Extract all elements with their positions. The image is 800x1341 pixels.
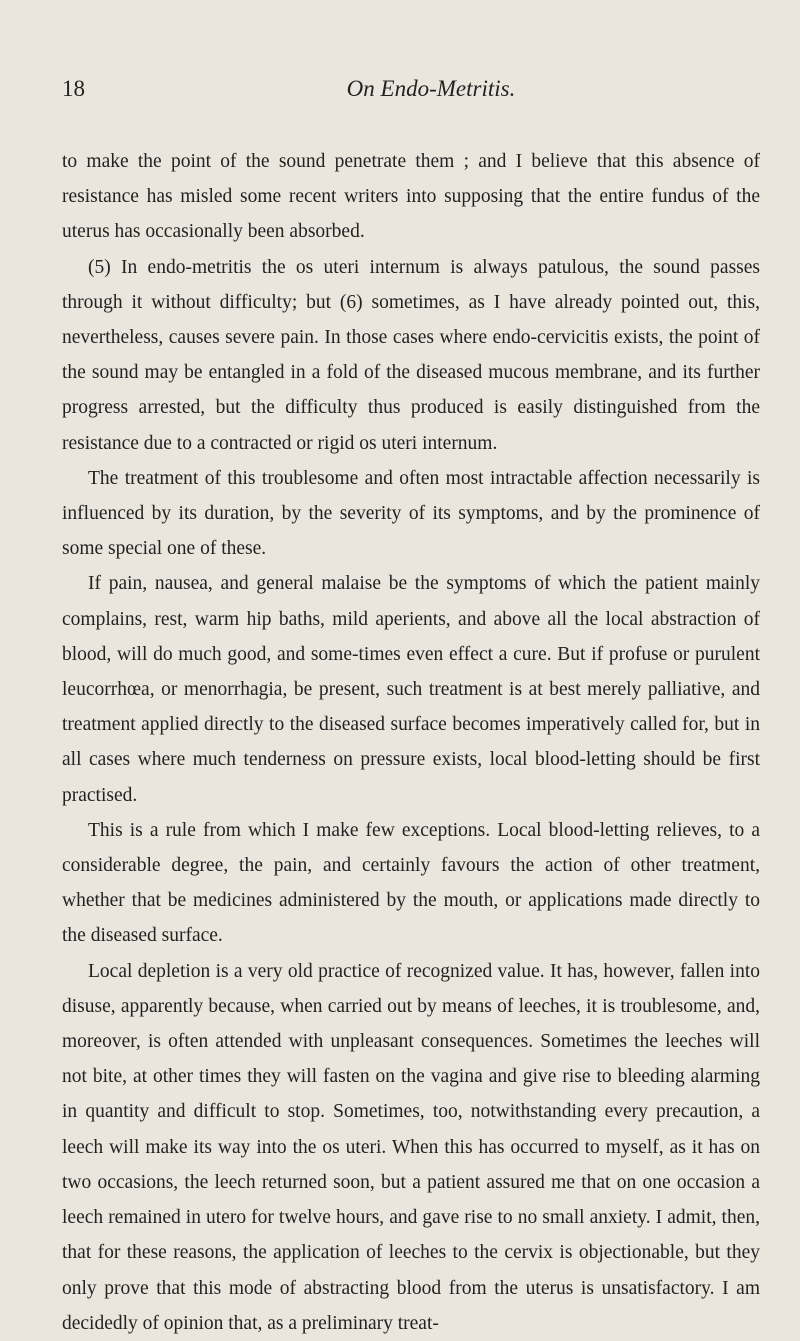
running-head [62, 76, 760, 112]
paragraph: This is a rule from which I make few exceptions. Local blood-letting relieves, to a considerable degree, the pain, and certainly favours the action of other treatment, whether that be medicines administered by the mouth, or applications made directly to the diseased surface. [62, 819, 760, 947]
paragraph: If pain, nausea, and general malaise be the symptoms of which the patient mainly complains, rest, warm hip baths, mild aperients, and above all the local abstraction of blood, will do much good, and some-times even effect a cure. But if profuse or purulent leucorrhœa, or menorrhagia, be present, such treatment is at best merely palliative, and treatment applied directly to the diseased surface becomes imperatively called for, but in all cases where much tenderness on pressure exists, local blood-letting should be first practised. [62, 573, 760, 806]
paragraph: The treatment of this troublesome and often most intractable affection necessarily is influenced by its duration, by the severity of its symptoms, and by the prominence of some special one of these. [62, 467, 760, 560]
page-number: 18 [62, 76, 85, 101]
paragraph-continued: to make the point of the sound penetrate them ; and I believe that this absence of resistance has misled some recent writers into supposing that the entire fundus of the uterus has occasionally been absorbed. [62, 151, 760, 243]
paragraph: Local depletion is a very old practice of recognized value. It has, however, fallen into disuse, apparently because, when carried out by means of leeches, it is troublesome, and, moreover, is often attended with unpleasant consequences. Sometimes the leeches will not bite, at other times they will fasten on the vagina and give rise to bleeding alarming in quantity and difficult to stop. Sometimes, too, notwithstanding every precaution, a leech will make its way into the os uteri. When this has occurred to myself, as it has on two occasions, the leech returned soon, but a patient assured me that on one occasion a leech remained in utero for twelve hours, and gave rise to no small anxiety. I admit, then, that for these reasons, the application of leeches to the cervix is objectionable, but they only prove that this mode of abstracting blood from the uterus is unsatisfactory. I am decidedly of opinion that, as a preliminary treat- [62, 960, 760, 1334]
paragraph: (5) In endo-metritis the os uteri internum is always patulous, the sound passes through it without difficulty; but (6) sometimes, as I have already pointed out, this, nevertheless, causes severe pain. In those cases where endo-cervicitis exists, the point of the sound may be entangled in a fold of the diseased mucous membrane, and its further progress arrested, but the difficulty thus produced is easily distinguished from the resistance due to a contracted or rigid os uteri internum. [62, 256, 760, 454]
body-text [62, 144, 760, 1341]
running-title: On Endo-Metritis. [346, 76, 516, 101]
